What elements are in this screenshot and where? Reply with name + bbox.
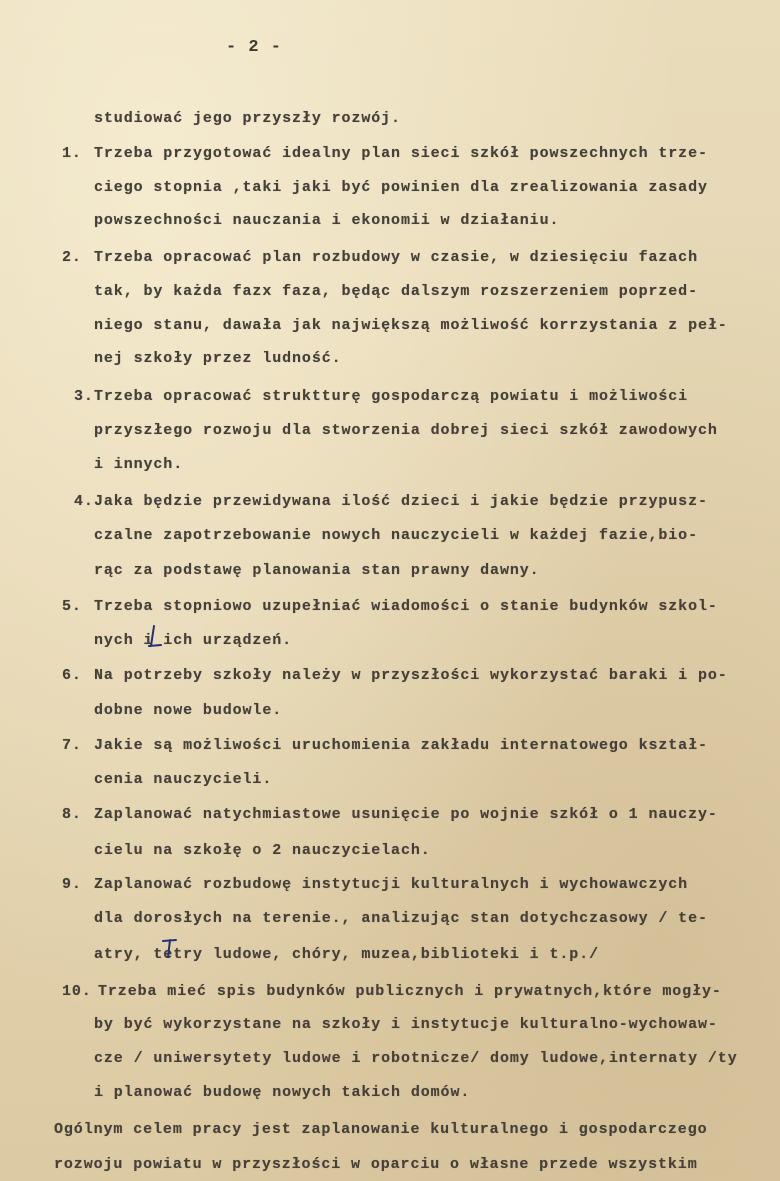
item-line: niego stanu, dawała jak największą możliwość korrzystania z peł- bbox=[94, 317, 728, 334]
item-number: 9. bbox=[62, 876, 82, 893]
closing-line: rozwoju powiatu w przyszłości w oparciu o własne przede wszystkim bbox=[54, 1156, 698, 1173]
item-line: Trzeba mieć spis budynków publicznych i prywatnych,które mogły- bbox=[98, 983, 722, 1000]
item-number: 2. bbox=[62, 249, 82, 266]
item-line: by być wykorzystane na szkoły i instytucje kulturalno-wychowaw- bbox=[94, 1016, 718, 1033]
item-number: 10. bbox=[62, 983, 92, 1000]
item-number: 7. bbox=[62, 737, 82, 754]
item-line: Zaplanować rozbudowę instytucji kulturalnych i wychowawczych bbox=[94, 876, 689, 893]
item-line: czalne zapotrzebowanie nowych nauczycieli w każdej fazie,bio- bbox=[94, 527, 698, 544]
item-line: atry, tetry ludowe, chóry, muzea,biblioteki i t.p./ bbox=[94, 946, 599, 963]
item-line: Zaplanować natychmiastowe usunięcie po wojnie szkół o 1 nauczy- bbox=[94, 806, 718, 823]
item-number: 4. bbox=[74, 493, 94, 510]
item-number: 6. bbox=[62, 667, 82, 684]
item-line: powszechności nauczania i ekonomii w działaniu. bbox=[94, 212, 560, 229]
item-line: tak, by każda fazx faza, będąc dalszym rozszerzeniem poprzed- bbox=[94, 283, 698, 300]
item-line: rąc za podstawę planowania stan prawny dawny. bbox=[94, 562, 540, 579]
item-line: przyszłego rozwoju dla stworzenia dobrej sieci szkół zawodowych bbox=[94, 422, 718, 439]
item-line: cze / uniwersytety ludowe i robotnicze/ domy ludowe,internaty /ty bbox=[94, 1050, 738, 1067]
item-line: nej szkoły przez ludność. bbox=[94, 350, 342, 367]
item-number: 3. bbox=[74, 388, 94, 405]
item-number: 1. bbox=[62, 145, 82, 162]
item-line: ciego stopnia ,taki jaki być powinien dla zrealizowania zasady bbox=[94, 179, 708, 196]
intro-line: studiować jego przyszły rozwój. bbox=[94, 110, 401, 127]
item-number: 5. bbox=[62, 598, 82, 615]
item-line: nych i ich urządzeń. bbox=[94, 632, 293, 649]
item-line: Trzeba przygotować idealny plan sieci szkół powszechnych trze- bbox=[94, 145, 708, 162]
item-line: cenia nauczycieli. bbox=[94, 771, 273, 788]
item-number: 8. bbox=[62, 806, 82, 823]
item-line: dla dorosłych na terenie., analizując stan dotychczasowy / te- bbox=[94, 910, 708, 927]
item-line: Trzeba stopniowo uzupełniać wiadomości o stanie budynków szkol- bbox=[94, 598, 718, 615]
item-line: cielu na szkołę o 2 nauczycielach. bbox=[94, 842, 431, 859]
item-line: Jaka będzie przewidywana ilość dzieci i jakie będzie przypusz- bbox=[94, 493, 708, 510]
item-line: i planować budowę nowych takich domów. bbox=[94, 1084, 471, 1101]
item-line: dobne nowe budowle. bbox=[94, 702, 283, 719]
item-line: Trzeba opracować struktturę gospodarczą powiatu i możliwości bbox=[94, 388, 689, 405]
item-line: i innych. bbox=[94, 456, 184, 473]
item-line: Na potrzeby szkoły należy w przyszłości wykorzystać baraki i po- bbox=[94, 667, 728, 684]
item-line: Trzeba opracować plan rozbudowy w czasie, w dziesięciu fazach bbox=[94, 249, 698, 266]
closing-line: Ogólnym celem pracy jest zaplanowanie kulturalnego i gospodarczego bbox=[54, 1121, 708, 1138]
item-line: Jakie są możliwości uruchomienia zakładu internatowego kształ- bbox=[94, 737, 708, 754]
page-number: - 2 - bbox=[226, 38, 283, 57]
